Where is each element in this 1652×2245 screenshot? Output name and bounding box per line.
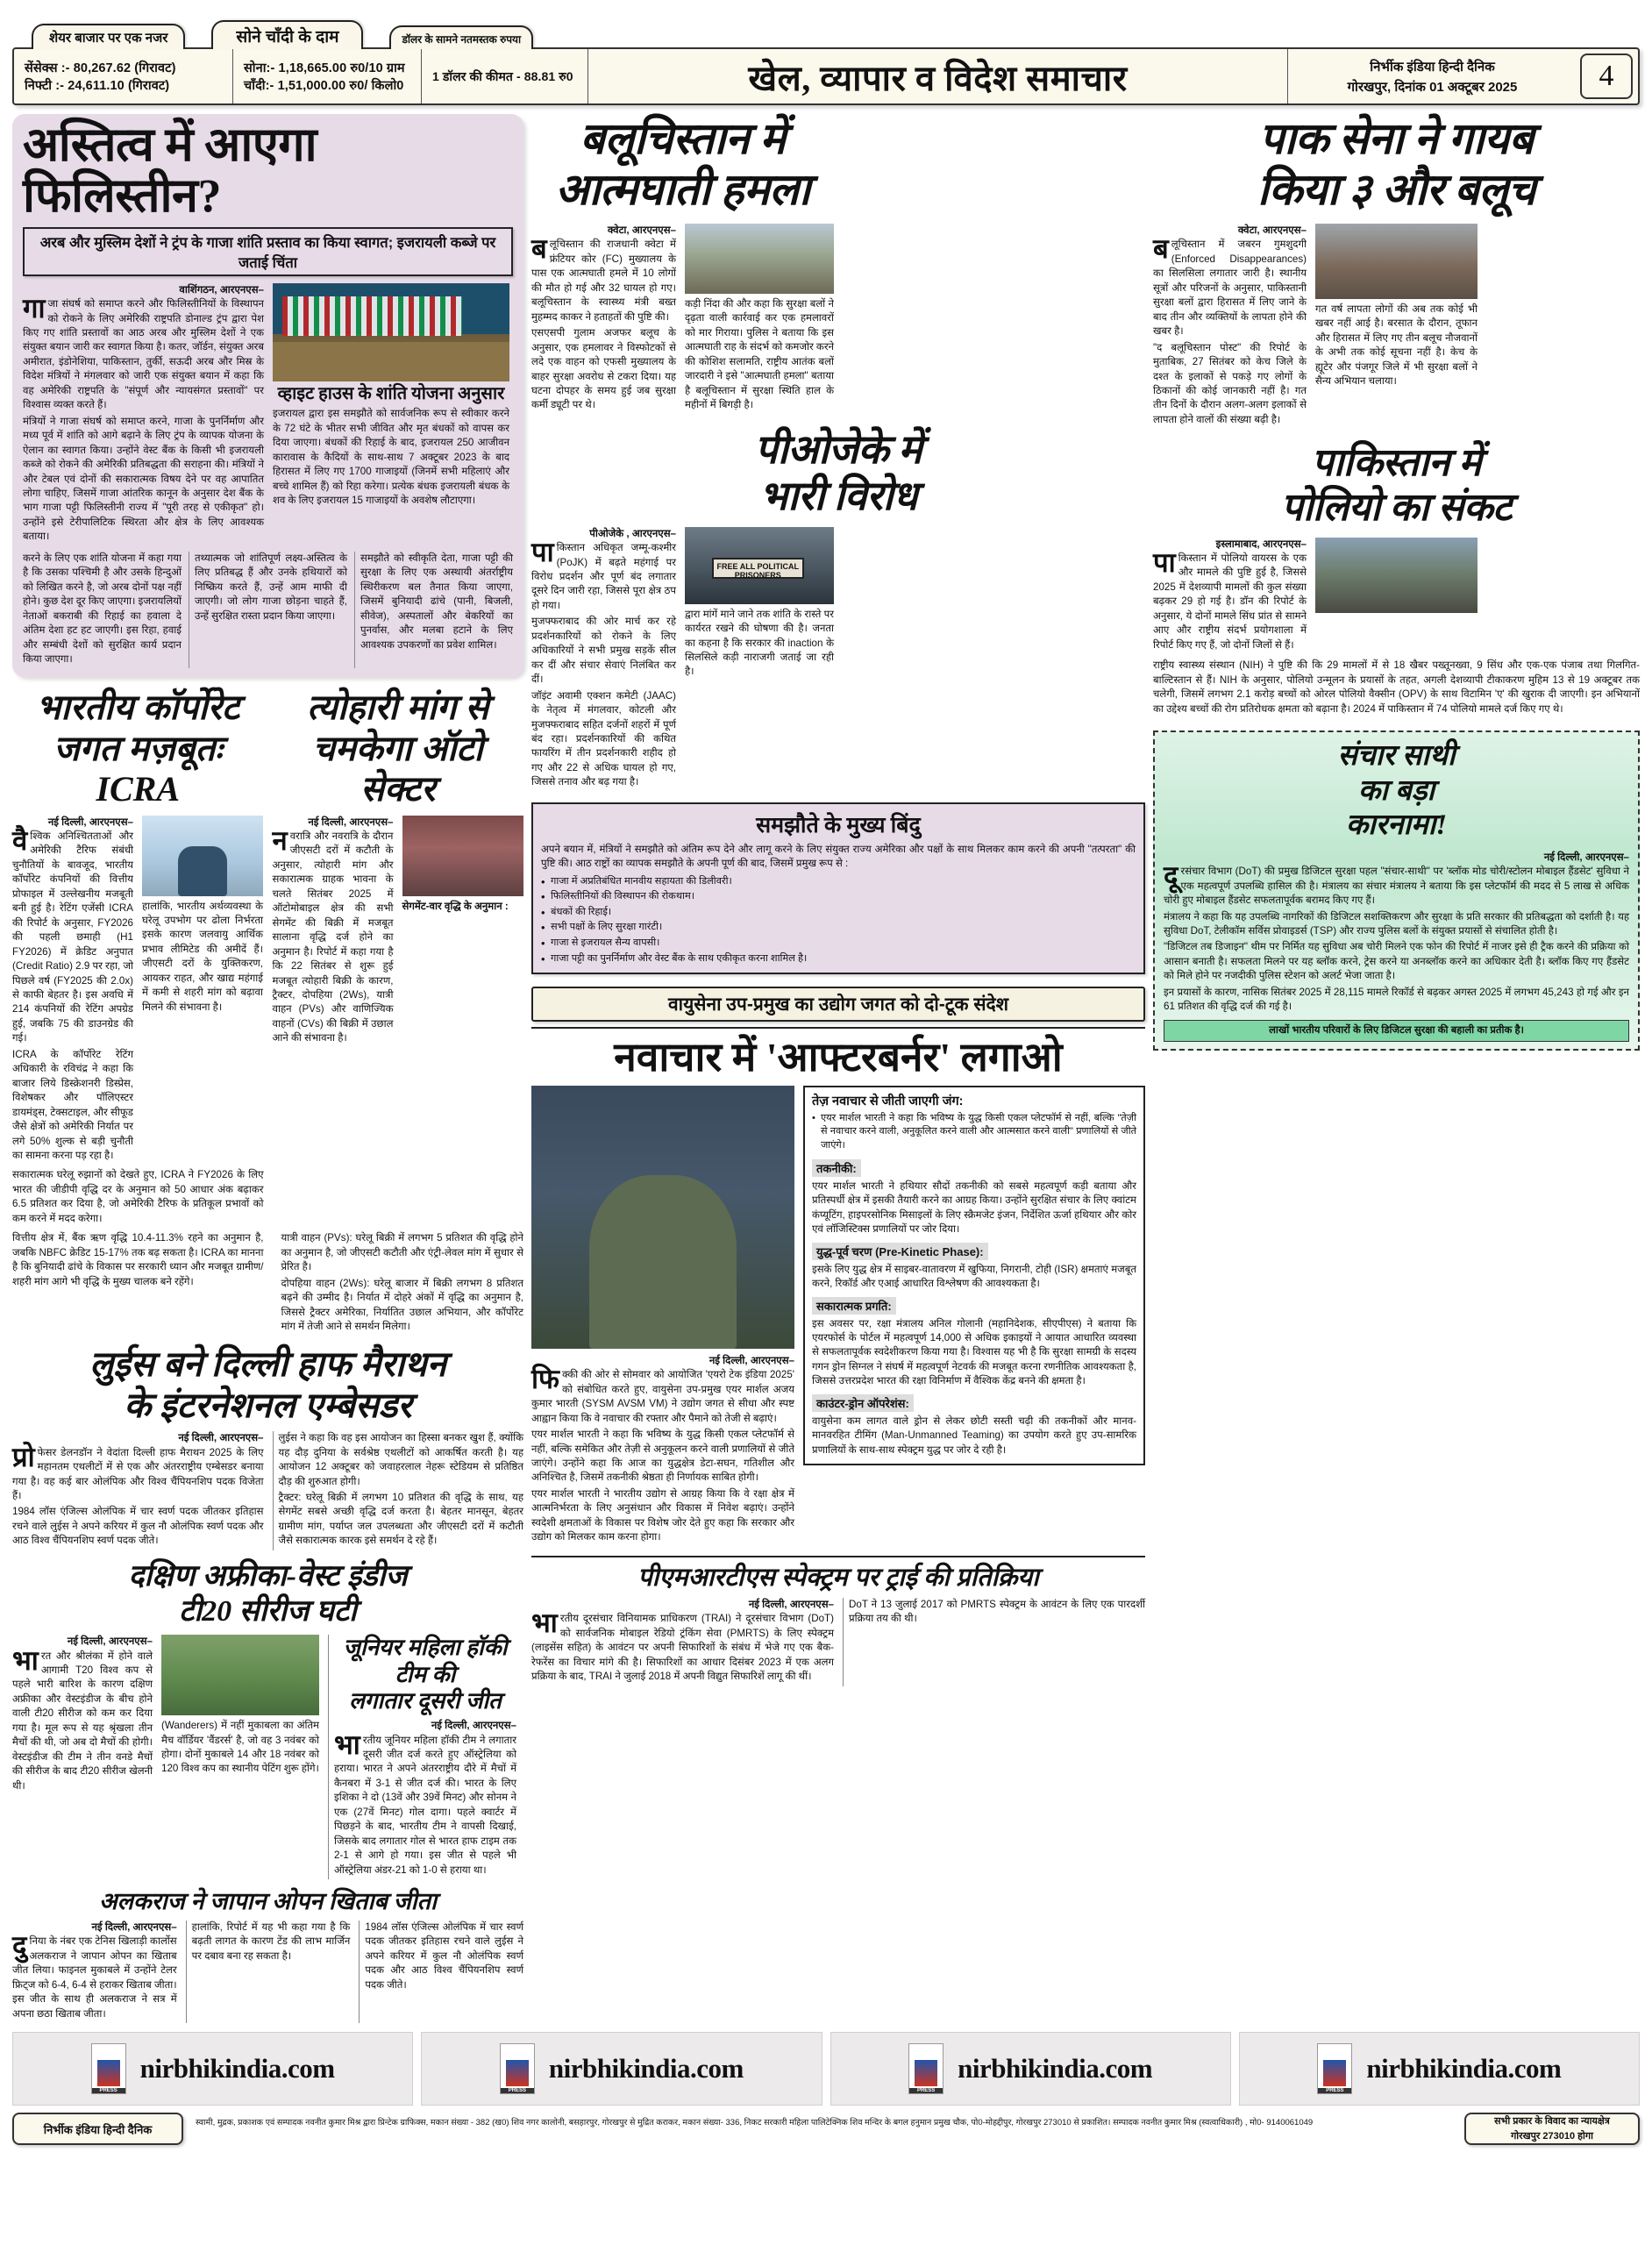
masthead-tabs [12,7,1640,47]
press-label-2: PRESS [501,2088,534,2093]
photo-conference [273,283,509,381]
brand-block-2 [421,2032,822,2106]
feature-label-4: काउंटर-ड्रोन ऑपरेशंस: [812,1394,914,1412]
feature-label-3: सकारात्मक प्रगति: [812,1297,896,1315]
sanchar-dateline: नई दिल्ली, आरएनएस– [1543,851,1629,863]
dollar-value: 1 डॉलर की कीमत - 88.81 रु0 [432,68,573,83]
auto-headline-1: त्योहारी मांग से [307,688,489,728]
tennis-headline: अलकराज ने जापान ओपन खिताब जीता [98,1888,438,1915]
column-right [1153,114,1640,2023]
tab-gold-silver: सोने चाँदी के दाम [211,20,363,49]
feature-dateline: नई दिल्ली, आरएनएस– [709,1354,794,1366]
polio-col1 [1153,538,1307,655]
cricket-caption: (Wanderers) में नहीं मुकाबला का अंतिम मैच वॉर्डियर 'वैंडरर्स' है, जो वह 3 नवंबर को होगा। दोनों मुकाबले 14 और 18 नवंबर को 120 विश्व कप का स्थानीय पेटिंग शुरू होंगे। [161,1720,319,1775]
feature-airforce [531,987,1145,1686]
feature-label-1: तकनीकी: [812,1159,861,1177]
story-marathon [12,1344,523,1550]
sanchar-headline-3: कारनामा! [1345,809,1448,842]
auto-dateline: नई दिल्ली, आरएनएस– [308,816,394,828]
table-decor [273,342,509,381]
sanchar-footer-note: लाखों भारतीय परिवारों के लिए डिजिटल सुरक्षा की बहाली का प्रतीक है। [1164,1020,1629,1043]
pojk-body2: मुजफ्फराबाद की ओर मार्च कर रहे प्रदर्शनकारियों को रोकने के लिए अधिकारियों ने सभी प्रमुख सड़कें सील कर दीं और संचार सेवाएं निलंबित कर दीं। [531,616,676,686]
icra-body1: वैश्विक अनिश्चितताओं और अमेरिकी टैरिफ संबंधी चुनौतियों के बावजूद, भारतीय कॉर्पोरेट कंपनियों की वित्तीय प्रोफाइल में उल्लेखनीय मजबूती बनी हुई है। रेटिंग एजेंसी ICRA की रिपोर्ट के अनुसार, FY2026 की पहली छमाही (H1 FY2026) में क्रेडिट अनुपात (Credit Ratio) 2.9 पर रहा, जो पिछले वर्ष (FY2025 की 2.0x) से काफी बेहतर है। इस अवधि में 214 कंपनियों की रेटिंग अपग्रेड हुई, जबकि 75 की डाउनग्रेड की गई। [12,825,133,1044]
sanchar-headline-2: का बड़ा [1357,774,1435,807]
photo-protest [685,527,834,604]
palestine-body1: गाजा संघर्ष को समाप्त करने और फिलिस्तीनियों के विस्थापन को रोकने के लिए अमेरिकी राष्ट्रपति डोनाल्ड ट्रंप द्वारा पेश किए गए शांति प्रस्तावों का आठ अरब और मुस्लिम देशों ने एक संयुक्त बयान जारी कर स्वागत किया है। कतर, जॉर्डन, संयुक्त अरब अमीरात, इंडोनेशिया, पाकिस्तान, तुर्की, सऊदी अरब और मिस्र के विदेश मंत्रियों ने मंगलवार को जारी एक संयुक्त बयान में कहा कि वह अमेरिकी राष्ट्रपति के "संपूर्ण और न्यायसंगत प्रस्तावों" पर विश्वास व्यक्त करते हैं। [23,293,264,411]
marathon-body2: लुईस ने कहा कि वह इस आयोजन का हिस्सा बनकर खुश हैं, क्योंकि यह दौड़ दुनिया के सर्वश्रेष्ठ एथलीटों को आकर्षित करती है। यह आयोजन 12 अक्टूबर को जवाहरलाल नेहरू स्टेडियम से प्रतिष्ठित दौड़ की शुरुआत होगी। [278,1432,523,1487]
pakarmy-headline-2: किया ३ और बलूच [1257,164,1536,214]
column-left [12,114,523,2023]
photo-protest-crowd [1315,224,1478,299]
story-icra [12,688,264,1228]
trai-col2 [843,1598,1145,1686]
feature-facts-box [803,1086,1145,1465]
sanchar-body1: दूरसंचार विभाग (DoT) की प्रमुख डिजिटल सुरक्षा पहल "संचार-साथी" पर 'ब्लॉक मोड चोरी/स्टोलन मोबाइल हैंडसेट' सुविधा ने एक महत्वपूर्ण उपलब्धि हासिल की है। मंत्रालय का संचार मंत्रालय ने बताया कि इस प्लेटफॉर्म की मदद से 5 लाख से अधिक चोरी हुए मोबाइल हैंडसेट सफलतापूर्वक बरामद किए गए हैं। [1164,860,1629,907]
sanchar-body3: "डिजिटल तब डिजाइन" थीम पर निर्मित यह सुविधा अब चोरी मिलने एक फोन की रिपोर्ट में नाजर इसे ही ट्रैक करने की प्रक्रिया को आसान बनाती है। सफलता मिलने पर यह ब्लॉक करने, ट्रेस करने या अनब्लॉक करने का अधिकार देती है। ब्लॉक किए गए हैंडसेट को मिले होने पर नजदीकी पुलिस स्टेशन को अलर्ट भेजा जाता है। [1164,941,1629,982]
protest-placard [712,558,804,580]
story-palestine-header [12,114,523,677]
feature-body3: एयर मार्शल भारती ने भारतीय उद्योग से आग्रह किया कि वे रक्षा क्षेत्र में आत्मनिर्भरता के लिए अनुसंधान और विकास में निवेश बढ़ाएं। उन्होंने स्वदेशी क्षमताओं के विकास पर विशेष जोर देते हुए कहा कि सरकार और उद्योग को मिलकर काम करना होगा। [531,1487,794,1543]
column-middle [531,114,1145,2023]
icra-body5: वित्तीय क्षेत्र में, बैंक ऋण वृद्धि 10.4-11.3% रहने का अनुमान है, जबकि NBFC क्रेडिट 15-17% तक बढ़ सकता है। ICRA का मानना है कि बुनियादी ढांचे के विकास पर सरकारी ध्यान और मजबूत ग्रामीण/शहरी मांग आगे भी वृद्धि के मुख्य चालक बने रहेंगे। [12,1232,264,1287]
masthead-bar [12,47,1640,105]
press-logo-icon [91,2043,126,2094]
story-auto [273,688,524,1228]
story-polio [1153,441,1640,716]
pojk-dateline: पीओजेके , आरएनएस– [589,527,676,539]
footer-jurisdiction-badge [1464,2113,1640,2145]
tennis-body1: दुनिया के नंबर एक टेनिस खिलाड़ी कार्लोस अलकराज ने जापान ओपन का खिताब जीत लिया। फाइनल मुकाबले में उन्होंने टेलर फ्रिट्ज को 6-4, 6-4 से हराकर खिताब जीता। इस जीत के साथ ही अलकराज ने सत्र में अपना छठा खिताब जीता। [12,1930,177,2020]
trai-dateline: नई दिल्ली, आरएनएस– [748,1598,834,1610]
point-3: • सभी पक्षों के लिए सुरक्षा गारंटी। [541,921,1136,935]
emblem-icon-3 [915,2060,937,2086]
pakarmy-headline-1: पाक सेना ने गायब [1259,114,1534,163]
palestine-body5-col [354,552,513,669]
sanchar-body2: मंत्रालय ने कहा कि यह उपलब्धि नागरिकों की डिजिटल सशक्तिकरण और सुरक्षा के प्रति सरकार की प्रतिबद्धता को दर्शाती है। यह सुविधा DoT, टेलीकॉम सर्विस प्रोवाइडर्स (TSP) और राज्य पुलिस बलों के संयुक्त प्रयासों से संचालित होती है। [1164,910,1629,937]
feature-body1: फिक्की की ओर से सोमवार को आयोजित 'एयरो टेक इंडिया 2025' को संबोधित करते हुए, वायुसेना उप-प्रमुख एयर मार्शल अजय कुमार भारती (SYSM AVSM VM) ने उद्योग जगत से सीधा और स्पष्ट आह्वान किया कि वे नवाचार की रफ्तार और पैमाने को तेजी से बढ़ाएं। [531,1364,795,1424]
story-pojk [531,427,1145,792]
feature-text-4: वायुसेना कम लागत वाले ड्रोन से लेकर छोटी सस्ती चढ़ी की तकनीकों और मानव-मानवरहित टीमिंग (Man-Unmanned Teaming) का उपयोग करते हुए उप-सामरिक प्रणालियों के साथ-साथ स्पेक्ट्रम युद्ध पर जोर दे रही है। [812,1415,1136,1456]
press-label-3: PRESS [909,2088,943,2093]
polio-dateline: इस्लामाबाद, आरएनएस– [1215,538,1307,550]
figure-decor [178,846,226,896]
jurisdiction-line2: गोरखपुर 273010 होगा [1511,2130,1593,2142]
brand-block-4 [1239,2032,1640,2106]
brand-url-4[interactable]: nirbhikindia.com [1366,2053,1562,2085]
paper-name: निर्भीक इंडिया हिन्दी दैनिक [1370,59,1495,75]
tennis-col1 [12,1921,177,2023]
tennis-col2 [186,1921,351,2023]
marathon-col1 [12,1431,264,1550]
brand-block-1 [12,2032,413,2106]
feature-body2: एयर मार्शल भारती ने कहा कि भविष्य के युद्ध किसी एकल प्लेटफॉर्म से नहीं, बल्कि समेकित और तेज़ी से अनुकूलन करने वाली प्रणालियों से जीते जाएंगे। उन्होंने कहा कि आज का युद्धक्षेत्र डेटा-सघन, गतिशील और अनिश्चित है, जिसमें तकनीकी श्रेष्ठता ही निर्णायक साबित होगी। [531,1429,794,1484]
palestine-panel-left-text: इजरायल द्वारा इस समझौते को सार्वजनिक रूप से स्वीकार करने के 72 घंटे के भीतर सभी जीवित और मृत बंधकों को वापस कर दिया जाएगा। बंधकों की रिहाई के बाद, इजरायल 250 आजीवन कारावास के कैदियों के साथ-साथ 7 अक्टूबर 2023 के बाद हिरासत में लिए गए 1700 गाजाइयों (जिनमें सभी महिलाएं और बच्चे शामिल हैं) को रिहा करेगा। प्रत्येक बंधक इजरायली बंधक के शव के लिए इजरायल 15 गाजाइयों के अवशेष लौटाएगा। [273,408,509,507]
dollar-rate [422,49,588,103]
feature-box-title: तेज़ नवाचार से जीती जाएगी जंग: [812,1094,964,1108]
story-tennis [12,1888,523,2023]
section-title [588,49,1287,103]
nifty-value: निफ्टी :- 24,611.10 (गिरावट) [25,79,170,93]
place-date: गोरखपुर, दिनांक 01 अक्टूबर 2025 [1347,79,1518,95]
marathon-col2 [273,1431,524,1550]
section-title-text: खेल, व्यापार व विदेश समाचार [748,58,1128,98]
palestine-points-panel [531,802,1145,974]
palestine-body3: करने के लिए एक शांति योजना में कहा गया है कि उसका पश्चिमी है और उसके हिन्दुओं को लिखित करने है, जो अरब दोनों पक्ष नहीं होने। कुछ देश दूर किए जाएगा। इजरायलियों नेताओं बकराबी की रिहाई का हवाला दे अंतिम देशा हट हट जाएगी। इस रिहा, हवाई और सम्बंधी देशों को सुरक्षित कार्य प्रदान किया जाएगा। [23,552,182,665]
baloch-body1: बलूचिस्तान की राजधानी क्वेटा में फ्रंटियर कोर (FC) मुख्यालय के पास एक आत्मघाती हमले में 10 लोगों की मौत हो गई और 32 घायल हो गए। बलूचिस्तान के स्वास्थ्य मंत्री बख्त मुहम्मद काकर ने हताहतों की पुष्टि की। [531,233,676,323]
palestine-body-col1 [23,283,264,546]
hockey-headline-2: लगातार दूसरी जीत [349,1688,502,1714]
polio-headline-2: पोलियो का संकट [1281,485,1512,529]
press-logo-icon-4 [1317,2043,1352,2094]
icra-col1 [12,816,133,1165]
marathon-dateline: नई दिल्ली, आरएनएस– [178,1432,264,1444]
hockey-body1: भारतीय जूनियर महिला हॉकी टीम ने लगातार दूसरी जीत दर्ज करते हुए ऑस्ट्रेलिया को हराया। भारत ने अपने अंतरराष्ट्रीय दौरे में मैचों में कैनबरा में 3-1 से जीत दर्ज की। भारत के लिए इशिका ने दो (13वें और 39वें मिनट) और सोनम ने एक (27वें मिनट) गोल दागा। पहले क्वार्टर में पिछड़ने के बाद, भारतीय टीम ने वापसी दिखाई, जिसके बाद लगातार गोल से भारत हाफ टाइम तक 2-1 से आगे हो गया। इस जीत से पहले भी ऑस्ट्रेलिया अंडर-21 को 1-0 से हराया था। [334,1728,516,1876]
cricket-col2 [161,1635,319,1879]
footer-brand-strip [12,2032,1640,2106]
palestine-body4: तथ्यात्मक जो शांतिपूर्ण लक्ष्य-अस्तित्व के लिए प्रतिबद्ध हैं और उनके हथियारों को निष्क्रिय करते हैं, उन्हें आम माफी दी जाएगी। जो लोग गाजा छोड़ना चाहते हैं, उन्हें सुरक्षित रास्ता प्रदान किया जाएगा। [194,552,347,622]
point-5: • गाजा पट्टी का पुनर्निर्माण और वेस्ट बैंक के साथ एकीकृत करना शामिल है। [541,952,1136,966]
baloch-body3: कड़ी निंदा की और कहा कि सुरक्षा बलों ने दृढ़ता वाली कार्रवाई कर एक हमलावरों को मार गिराया। पुलिस ने बताया कि इस आत्मघाती राह के संदर्भ को कमजोर करने की कोशिश सलामति, राष्ट्रीय आतंक बलों जारदारी ने इसे "आत्मघाती हमला" बताया है बलूचिस्तान में सुरक्षा स्थिति हाल के महीनों में बिगड़ी है। [685,298,834,411]
auto-body-end: हालांकि, रिपोर्ट में यह भी कहा गया है कि बढ़ती लागत के कारण टेंड की लाभ मार्जिन पर दबाव बना रह सकता है। [191,1921,351,1962]
main-content [12,114,1640,2023]
icra-body5-wrap [12,1231,264,1336]
feature-box-bullet-0: • एयर मार्शल भारती ने कहा कि भविष्य के युद्ध किसी एकल प्लेटफॉर्म से नहीं, बल्कि "तेज़ी से नवाचार करने वाली, अनुकूलित करने वाली और आत्मसात करने वाली" प्रणालियों से जीते जाएंगे। [812,1112,1136,1153]
tab-stock-market: शेयर बाजार पर एक नजर [32,24,185,49]
polio-body1: पाकिस्तान में पोलियो वायरस के एक और मामले की पुष्टि हुई है, जिससे 2025 में देशव्यापी मामलों की कुल संख्या बढ़कर 29 हो गई है। डॉन की रिपोर्ट के अनुसार, ये दोनों मामले सिंध प्रांत से सामने आए और राष्ट्रीय संदर्भ प्रयोगशाला में रिपोर्ट किए गए हैं, जो दोनों जिलों से हैं। [1153,546,1307,651]
cricket-body1: भारत और श्रीलंका में होने वाले आगामी T20 विश्व कप से पहले भारी बारिश के कारण दक्षिण अफ्रीका और वेस्टइंडीज के बीच होने वाली टी20 सीरीज को कम कर दिया गया है। मूल रूप से यह श्रृंखला तीन मैचों की थी, जो अब दो मैचों की होगी। वेस्टइंडीज की टीम ने तीन वनडे मैचों की सीरीज के बाद टी20 सीरीज खेलनी थी। [12,1644,153,1792]
pojk-headline-1: पीओजेके में [754,426,922,472]
cricket-dateline: नई दिल्ली, आरएनएस– [67,1636,153,1648]
feature-photo-wrap [531,1086,794,1547]
story-pakarmy [1153,114,1640,429]
panel-title-points: समझौते के मुख्य बिंदु [756,813,921,837]
hockey-dateline: नई दिल्ली, आरएनएस– [431,1720,516,1732]
tab-dollar-rupee: डॉलर के सामने नतमस्तक रुपया [389,25,533,49]
market-indices [14,49,233,103]
icra-body4: सकारात्मक घरेलू रुझानों को देखते हुए, ICRA ने FY2026 के लिए भारत की जीडीपी वृद्धि दर के अनुमान को 50 आधार अंक बढ़ाकर 6.5 प्रतिशत कर दिया है, जो अमेरिकी टैरिफ के प्रतिकूल प्रभावों को कम करने में मदद करेगा। [12,1169,264,1224]
marathon-headline-1: लुईस बने दिल्ली हाफ मैराथन [89,1344,446,1385]
gold-price: सोना:- 1,18,665.00 रु0/10 ग्राम [244,61,405,75]
footer-paper-badge: निर्भीक इंडिया हिन्दी दैनिक [12,2113,183,2145]
palestine-body5: समझौते को स्वीकृति देता, गाजा पट्टी की सुरक्षा के लिए एक अस्थायी अंतर्राष्ट्रीय स्थिरीकरण बल तैनात किया जाएगा, जिसमें बुनियादी ढांचे (पानी, बिजली, सीवेज), अस्पतालों और बेकरियों का पुनर्वास, और मलबा हटाने के लिए आवश्यक उपकरणों का प्रवेश शामिल। [360,552,514,651]
emblem-icon-2 [506,2060,529,2086]
tennis-col3 [359,1921,523,2023]
press-logo-icon-2 [500,2043,535,2094]
trai-headline: पीएमआरटीएस स्पेक्ट्रम पर ट्राई की प्रतिक्रिया [637,1563,1039,1592]
sanchar-body4: इन प्रयासों के कारण, नासिक सितंबर 2025 में 28,115 मामले रिकॉर्ड से बढ़कर अगस्त 2025 में लगभग 45,243 हो गई और इन 61 प्रतिशत की वृद्धि दर्ज की गई है। [1164,986,1629,1013]
icra-body3: हालांकि, भारतीय अर्थव्यवस्था के घरेलू उपभोग पर ढोला निर्भरता इसके कारण जलवायु आर्थिक प्रभाव लीमिटेड की अमीदें हैं। जीएसटी दरों के युक्तिकरण, आयकर राहत, और खाद्य महंगाई में कमी से शहरी मांग को बढ़ावा मिलने की संभावना है। [142,900,263,1013]
emblem-icon-4 [1323,2060,1346,2086]
trai-body2: DoT ने 13 जुलाई 2017 को PMRTS स्पेक्ट्रम के आवंटन के लिए एक पारदर्शी प्रक्रिया तय की थी। [849,1598,1145,1625]
polio-col2 [1315,538,1478,655]
icra-body2: ICRA के कॉर्पोरेट रेटिंग अधिकारी के रविचंद्र ने कहा कि बाजार लिये डिस्क्रेशनरी डिस्प्रेस, विशेषकर और पॉलिएस्टर डायमंड्स, टेक्सटाइल, और सीफूड जैसे क्षेत्रों को अमेरिकी निर्यात पर लगे 50% शुल्क से बड़ी चुनौती का सामना करना पड़ रहा है। [12,1048,133,1161]
pojk-col1 [531,527,676,792]
press-label: PRESS [92,2088,125,2093]
cricket-col1 [12,1635,153,1879]
footer-imprint-text: स्वामी, मुद्रक, प्रकाशक एवं सम्पादक नवनीत कुमार मिश्र द्वारा प्रिन्टेक ग्राफिक्स, मकान संख्या - 382 (ख0) शिव नगर कालोनी, बसहारपुर, गोरखपुर से मुद्रित कराकर, मकान संख्या- 336, निकट सरकारी महिला पालिटेक्निक शिव मन्दिर के बगल हनुमान प्रमुख चौक, पो0-मोहद्दीपुर, गोरखपुर 273010 से प्रकाशित। सम्पादक नवनीत कुमार मिश्र (स्वत्वाधिकारी) , मो0- 9140061049 [196,2118,1314,2128]
hockey-headline-1: जूनियर महिला हॉकी टीम की [343,1635,508,1687]
press-logo-icon-3 [908,2043,943,2094]
pakarmy-body2: "द बलूचिस्तान पोस्ट" की रिपोर्ट के मुताबिक, 27 सितंबर को केच जिले के दश्त के इलाकों से पकड़े गए लोगों के ठिकानों की कोई जानकारी नहीं है। गत तीन दिनों के दौरान अलग-अलग इलाकों से लापता होने वालों की संख्या बढ़ी है। [1153,341,1307,425]
pakarmy-body3: गत वर्ष लापता लोगों की अब तक कोई भी खबर नहीं आई है। बरसात के दौरान, तूफान और हिरासत में लिए गए तीन बलूच नौजवानों के अभी तक कोई सूचना नहीं है। केच के ह्यूटेर और पंजगूर जिले में भी सुरक्षा बलों ने सैन्य अभियान चलाया। [1315,303,1478,388]
photo-air-marshal [531,1086,794,1349]
photo-blast-site [685,224,834,294]
palestine-side [273,283,509,546]
palestine-dateline: वाशिंगठन, आरएनएस– [179,283,264,296]
palestine-kicker: अरब और मुस्लिम देशों ने ट्रंप के गाजा शांति प्रस्ताव का किया स्वागत; इजरायली कब्जे पर जताई चिंता [23,227,513,276]
pakarmy-col1 [1153,224,1307,429]
footer-imprint-bar [12,2113,1640,2145]
auto-bullet-0: यात्री वाहन (PVs): घरेलू बिक्री में लगभग 5 प्रतिशत की वृद्धि होने का अनुमान है, जो जीएसटी कटौती और एंट्री-लेवल मांग में सुधार से प्रेरित है। [281,1232,523,1273]
hockey-col [328,1635,516,1879]
baloch-dateline: क्वेटा, आरएनएस– [607,224,676,236]
pojk-body3: जॉइंट अवामी एक्शन कमेटी (JAAC) के नेतृत्व में मंगलवार, कोटली और मुजफ्फराबाद सहित दर्जनों शहरों में पूर्ण बंद रहा। प्रदर्शनकारियों की कथित फायरिंग में तीन प्रदर्शनकारी शहीद हो गए और 22 से अधिक घायल हो गए, जिससे तनाव और बढ़ गया है। [531,689,676,788]
feature-text-2: इसके लिए युद्ध क्षेत्र में साइबर-वातावरण में खुफिया, निगरानी, टोही (ISR) क्षमताएं मजबूत करने, रिकॉर्ड और एआई आधारित विश्लेषण की आवश्यकता है। [812,1263,1136,1290]
palestine-headline: अस्तित्व में आएगा फिलिस्तीन? [23,118,317,223]
brand-url-1[interactable]: nirbhikindia.com [139,2053,335,2085]
page-number: 4 [1580,53,1633,99]
feature-text-3: इस अवसर पर, रक्षा मंत्रालय अनिल गोलानी (महानिदेशक, सीएपीएस) ने बताया कि एयरफोर्स के पोर्टल में महत्वपूर्ण 14,000 से अधिक इकाइयों ने आयात आधारित व्यवस्था से सफलतापूर्वक स्वदेशीकरण किया गया है। विश्वास यह भी है कि सुरक्षा सामग्री के सदस्य गगन ड्रोन सिग्नल ने संघर्ष में महत्वपूर्ण नेटवर्क की मजबूत करना रणनीतिक आवश्यकता है, जिससे उत्तरप्रदेश भारत की रक्षा विनिर्माण में वैश्विक केंद्र बनने की क्षमता है। [812,1317,1136,1387]
photo-cricket [161,1635,319,1715]
marathon-body3: 1984 लॉस एंजिल्स ओलंपिक में चार स्वर्ण पदक जीतकर इतिहास रचने वाले लुईस ने अपने करियर में कुल नौ ओलंपिक स्वर्ण पदक और आठ विश्व चैंपियनशिप स्वर्ण पदक जीते। [12,1506,264,1547]
icra-headline-1: भारतीय कॉर्पोरेट [36,688,240,728]
feature-text-1: एयर मार्शल भारती ने हथियार सौदों तकनीकी को सबसे महत्वपूर्ण कड़ी बताया और प्रतिस्पर्धी क्षेत्र में इसकी तैयारी करने का आग्रह किया। उन्होंने सुरक्षित संचार के लिए क्वांटम कंप्यूटिंग, हाइपरसोनिक मिसाइलों के लिए स्क्रैमजेट इंजन, निर्देशित ऊर्जा हथियार और कोर एवं लॉजिस्टिक्स प्रणालियों पर जोर दिया। [812,1180,1136,1236]
baloch-headline-2: आत्मघाती हमला [555,164,810,214]
auto-bullet-1: दोपहिया वाहन (2Ws): घरेलू बाजार में बिक्री लगभग 8 प्रतिशत बढ़ने की उम्मीद है। निर्यात में दोहरे अंकों में वृद्धि का अनुमान है, जिससे ट्रैक्टर अमेरिका, निर्यातित उछाल अभियान, और कॉर्पोरेट मांग में तेजी आने से समर्थन मिलेगा। [281,1277,523,1332]
placard-text: FREE ALL POLITICAL PRISONERS [716,561,800,581]
point-1: • फिलिस्तीनियों की विस्थापन की रोकथाम। [541,890,1136,904]
point-2: • बंधकों की रिहाई। [541,906,1136,920]
palestine-body4-col [189,552,347,669]
baloch-headline-1: बलूचिस्तान में [580,114,786,163]
polio-headline-1: पाकिस्तान में [1311,441,1482,485]
photo-auto [402,816,523,896]
story-trai [531,1556,1145,1686]
marathon-filler: 1984 लॉस एंजिल्स ओलंपिक में चार स्वर्ण पदक जीतकर इतिहास रचने वाले लुईस ने अपने करियर में कुल नौ ओलंपिक स्वर्ण पदक और आठ विश्व चैंपियनशिप स्वर्ण पदक जीते। [365,1921,523,1991]
baloch-body2: एसएसपी गुलाम अजफर बलूच के अनुसार, एक हमलावर ने विस्फोटकों से लदे एक वाहन को एफसी मुख्यालय के बाहर सुरक्षा अवरोध से टकरा दिया। यह घटना दोपहर के समय हुई जब सुरक्षा कर्मी ड्यूटी पर थे। [531,327,676,411]
feature-kicker: वायुसेना उप-प्रमुख का उद्योग जगत को दो-टूक संदेश [531,987,1145,1022]
silver-price: चाँदी:- 1,51,000.00 रु0/ किलो0 [244,79,404,93]
pakarmy-col2 [1315,224,1478,429]
icra-headline-2: जगत मज़बूतः ICRA [53,728,223,809]
flags-decor [282,296,462,336]
icra-dateline: नई दिल्ली, आरएनएस– [47,816,133,828]
palestine-body3-col [23,552,182,669]
auto-bullet-2: ट्रैक्टर: घरेलू बिक्री में लगभग 10 प्रतिशत की वृद्धि के साथ, यह सेगमेंट सबसे अच्छी वृद्धि दर्ज करता है। बेहतर मानसून, बेहतर ग्रामीण मांग, पर्याप्त जल उपलब्धता और जीएसटी दरों में कटौती जैसे सकारात्मक कारक इसे समर्थन दे रहे हैं। [278,1492,523,1547]
photo-polio-worker [1315,538,1478,613]
marathon-headline-2: के इंटरनेशनल एम्बेसडर [124,1385,412,1425]
pakarmy-dateline: क्वेटा, आरएनएस– [1237,224,1307,236]
brand-url-2[interactable]: nirbhikindia.com [548,2053,744,2085]
story-cricket [12,1559,523,1879]
palestine-panel-left-title: व्हाइट हाउस के शांति योजना अनुसार [277,383,505,403]
pojk-body1: पाकिस्तान अधिकृत जम्मू-कश्मीर (PoJK) में बढ़ते महंगाई पर विरोध प्रदर्शन और पूर्ण बंद लगातार दूसरे दिन जारी रहा, जिससे पूरा क्षेत्र ठप हो गया। [531,537,676,611]
story-sanchar [1153,731,1640,1051]
cricket-headline-2: टी20 सीरीज घटी [179,1594,357,1628]
photo-business [142,816,263,896]
feature-box-wrap [803,1086,1145,1547]
auto-col2 [402,816,523,1048]
paper-identity [1287,49,1577,103]
panel-intro: अपने बयान में, मंत्रियों ने समझौते को अंतिम रूप देने और लागू करने के लिए संयुक्त राज्य अमेरिका और पक्षों के साथ मिलकर काम करने की अपनी "तत्परता" की पुष्टि की। आठ राष्ट्रों का व्यापक समझौते के अपनी पूर्ण की बाद, जिसमें प्रमुख रूप से : [541,843,1136,870]
bullion-prices [233,49,422,103]
press-label-4: PRESS [1318,2088,1351,2093]
officer-figure [589,1175,737,1349]
feature-label-2: युद्ध-पूर्व चरण (Pre-Kinetic Phase): [812,1243,988,1260]
baloch-col2 [685,224,834,415]
auto-bullets-wrap [273,1231,524,1336]
point-4: • गाजा से इजरायल सैन्य वापसी। [541,937,1136,951]
brand-url-3[interactable]: nirbhikindia.com [958,2053,1153,2085]
brand-block-3 [830,2032,1231,2106]
polio-body2: राष्ट्रीय स्वास्थ्य संस्थान (NIH) ने पुष्टि की कि 29 मामलों में से 18 खैबर पख्तूनख्वा, 9 सिंध और एक-एक पंजाब तथा गिलगित-बाल्टिस्तान से हैं। NIH के अनुसार, पोलियो उन्मूलन के प्रयासों के तहत, अगली देशव्यापी टीकाकरण मुहिम 13 से 19 अक्टूबर तक चलेगी, जिसमें लगभग 2.1 करोड़ बच्चों को ओरल पोलियो वैक्सीन (OPV) के साथ विटामिन 'ए' की खुराक दी जाएगी। इन अभियानों का उद्देश्य बच्चों की रोग प्रतिरोधक क्षमता को बढ़ाना है। 2024 में पाकिस्तान में 74 पोलियो मामले दर्ज किए गए थे। [1153,659,1640,715]
auto-col1 [273,816,394,1048]
pojk-col2 [685,527,834,792]
sanchar-headline-1: संचार साथी [1337,739,1456,772]
marathon-body1: प्रोफेसर डेलनडॉन ने वेदांता दिल्ली हाफ मैराथन 2025 के लिए महानतम एथलीटों में से एक और अंतरराष्ट्रीय एम्बेसडर बनाया गया है। वह कई बार ओलंपिक और विश्व चैंपियनशिप पदक विजेता हैं। [12,1441,264,1502]
baloch-pak-headrow [531,114,1145,415]
auto-body1: नवरात्रि और नवरात्रि के दौरान जीएसटी दरों में कटौती के अनुसार, त्योहारी मांग और सकारात्मक ग्राहक भावना के चलते सितंबर 2025 में ऑटोमोबाइल क्षेत्र की सभी सेगमेंट की बिक्री में मजबूत सालाना वृद्धि दर्ज होने का अनुमान है। रिपोर्ट में कहा गया है कि 22 सितंबर से शुरू हुई मजबूत त्योहारी बिक्री के कारण, ट्रैक्टर, दोपहिया (2Ws), यात्री वाहन (PVs) और वाणिज्यिक वाहनों (CVs) की बिक्री में उछाल आने की संभावना है। [272,825,394,1044]
jurisdiction-line1: सभी प्रकार के विवाद का न्यायक्षेत्र [1494,2116,1610,2127]
auto-sub-label: सेगमेंट-वार वृद्धि के अनुमान : [402,900,509,912]
tennis-dateline: नई दिल्ली, आरएनएस– [91,1921,177,1933]
auto-headline-2: चमकेगा ऑटो सेक्टर [312,728,483,809]
cricket-headline-1: दक्षिण अफ्रीका-वेस्ट इंडीज [128,1559,408,1593]
pojk-body4: द्वारा मांगें माने जाने तक शांति के रास्ते पर कार्यरत रखने की घोषणा की है। जनता का कहना है कि सरकार की inaction के सिलसिले कड़ी नाराजगी जताई जा रही है। [685,608,834,678]
palestine-body2: मंत्रियों ने गाजा संघर्ष को समाप्त करने, गाजा के पुनर्निर्माण और मध्य पूर्व में शांति को आगे बढ़ाने के लिए ट्रंप के व्यापक योजना के ऐलान का स्वागत किया। उन्होंने वेस्ट बैंक के किसी भी इजरायली कब्जे को रोकने की अमेरिकी प्रतिबद्धता की सराहना की। मंत्रियों ने और टेबल एवं दोनों की सकारात्मक विषय देने पर वह आपातित लोगा चाहिए, जिसमें गाजा आंतरिक कानून के अनुसार देश बैंक के भाग गाजा पट्टी फिलिस्तीनी राज्य में "पूरी तरह से एकीकृत" हो। उन्होंने इसे टेरीपालिटिक स्थिरता और क्षेत्र के लिए आवश्यक बताया। [23,415,264,543]
baloch-col1 [531,224,676,415]
pakarmy-body1: बलूचिस्तान में जबरन गुमशुदगी (Enforced Disappearances) का सिलसिला लगातार जारी है। स्थानीय सूत्रों और परिजनों के अनुसार, पाकिस्तानी सुरक्षा बलों द्वारा हिरासत में लिए जाने के बाद तीन और व्यक्तियों के लापता होने की खबर है। [1153,233,1307,338]
sensex-value: सेंसेक्स :- 80,267.62 (गिरावट) [25,61,176,75]
icra-col2 [142,816,263,1165]
trai-col1 [531,1598,834,1686]
story-balochistan [531,114,834,415]
pojk-headline-2: भारी विरोध [759,473,917,518]
feature-headline: नवाचार में 'आफ्टरबर्नर' लगाओ [614,1035,1063,1080]
point-0: • गाजा में अप्रतिबंधित मानवीय सहायता की डिलीवरी। [541,875,1136,889]
trai-body1: भारतीय दूरसंचार विनियामक प्राधिकरण (TRAI) ने दूरसंचार विभाग (DoT) को सार्वजनिक मोबाइल रेडियो ट्रंकिंग सेवा (PMRTS) के लिए स्पेक्ट्रम (लाइसेंस सहित) के आवंटन पर अपनी सिफारिशों के संबंध में भेजे गए एक बैक-रेफरेंस का विचार मांगे की है। सिफारिशों का आधार दिसंबर 2023 में एक अलग प्रक्रिया के बाद, TRAI ने जुलाई 2018 में अपनी विद्युत सिफारिशें लागू की थीं। [531,1607,834,1683]
emblem-icon [97,2060,120,2086]
